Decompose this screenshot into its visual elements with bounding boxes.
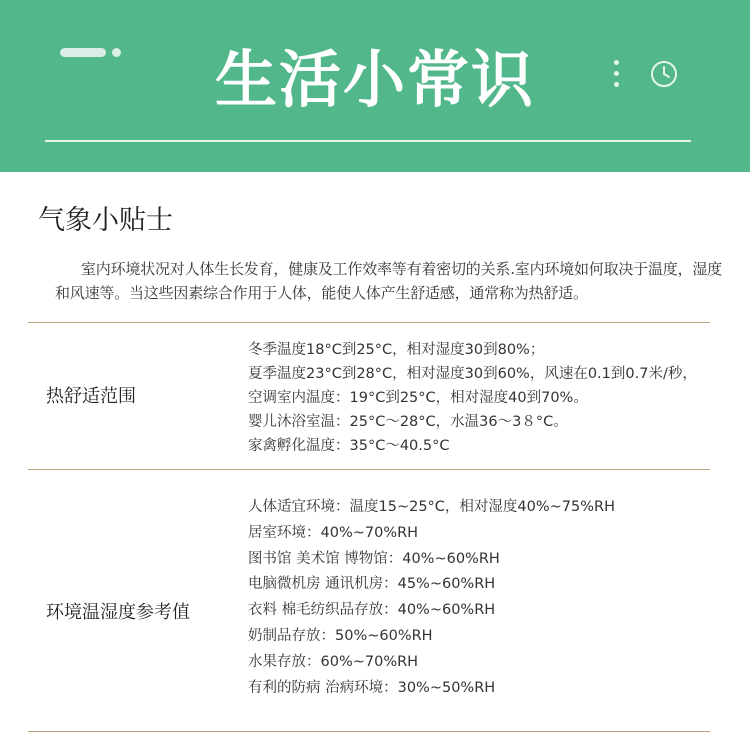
table-divider xyxy=(28,322,710,323)
row-label-reference-values: 环境温湿度参考值 xyxy=(46,602,190,623)
thermal-comfort-details xyxy=(248,338,697,458)
detail-line: 夏季温度23°C到28°C，相对湿度30到60%，风速在0.1到0.7米/秒， xyxy=(248,366,697,382)
detail-line: 电脑微机房 通讯机房：45%~60%RH xyxy=(248,576,496,593)
header-banner xyxy=(0,0,750,172)
detail-line: 奶制品存放：50%~60%RH xyxy=(248,627,433,644)
page-title: 生活小常识 xyxy=(214,43,535,116)
detail-line: 有利的防病 治病环境：30%~50%RH xyxy=(248,679,496,696)
detail-line: 水果存放：60%~70%RH xyxy=(248,653,419,670)
row-label-thermal-comfort: 热舒适范围 xyxy=(46,386,136,407)
table-divider xyxy=(28,731,710,732)
clock-icon[interactable] xyxy=(650,60,678,88)
kebab-dot xyxy=(614,60,619,65)
table-divider xyxy=(28,469,710,470)
intro-paragraph: 室内环境状况对人体生长发育，健康及工作效率等有着密切的关系.室内环境如何取决于温度，湿度和风速等。当这些因素综合作用于人体，能使人体产生舒适感，通常称为热舒适。 xyxy=(55,260,722,302)
detail-line: 冬季温度18°C到25°C，相对湿度30到80%； xyxy=(248,342,545,358)
header-divider xyxy=(45,140,691,142)
detail-line: 图书馆 美术馆 博物馆：40%~60%RH xyxy=(248,550,500,567)
detail-line: 婴儿沐浴室温：25°C～28°C，水温36～3８°C。 xyxy=(248,414,568,430)
detail-line: 家禽孵化温度：35°C～40.5°C xyxy=(248,438,450,454)
detail-line: 居室环境：40%~70%RH xyxy=(248,524,419,541)
kebab-dot xyxy=(614,82,619,87)
detail-line: 人体适宜环境：温度15~25°C，相对湿度40%~75%RH xyxy=(248,499,616,515)
detail-line: 衣料 棉毛纺织品存放：40%~60%RH xyxy=(248,602,496,619)
reference-values-details xyxy=(248,495,615,701)
detail-line: 空调室内温度：19°C到25°C，相对湿度40到70%。 xyxy=(248,390,588,406)
kebab-dot xyxy=(614,71,619,76)
kebab-menu-icon[interactable] xyxy=(612,60,622,90)
section-title: 气象小贴士 xyxy=(38,205,173,236)
